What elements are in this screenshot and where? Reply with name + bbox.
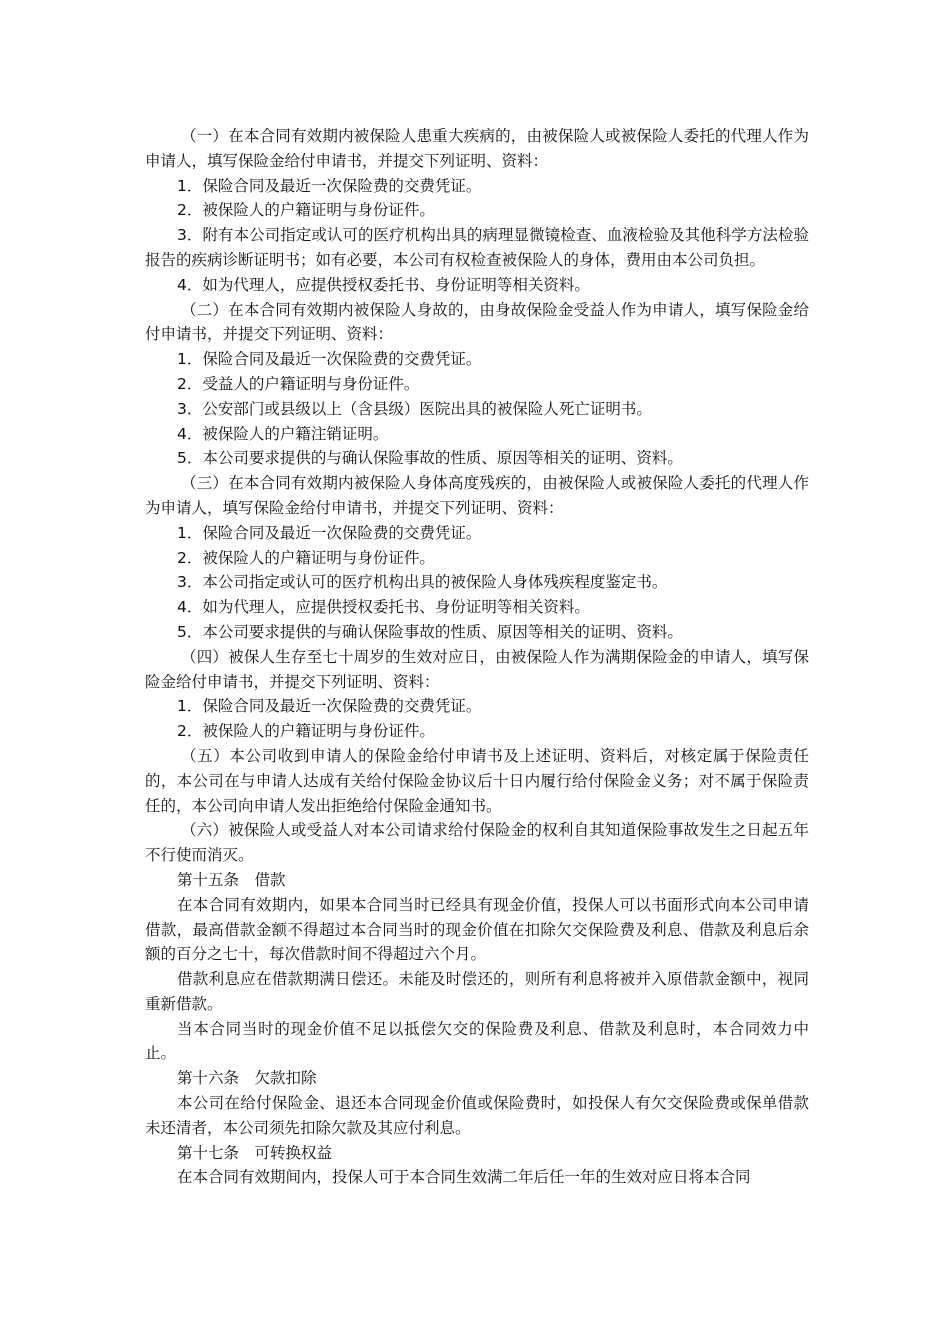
list-item: 4．如为代理人，应提供授权委托书、身份证明等相关资料。	[177, 275, 590, 294]
article-heading-17: 第十七条 可转换权益	[177, 1143, 333, 1162]
paragraph-conversion: 在本合同有效期间内，投保人可于本合同生效满二年后任一年的生效对应日将本合同	[177, 1168, 751, 1187]
paragraph-claim-disability: （三）在本合同有效期内被保险人身体高度残疾的，由被保险人或被保险人委托的代理人作为申请人，填写保险金给付申请书，并提交下列证明、资料：	[145, 474, 809, 517]
paragraph-loan-interest: 借款利息应在借款期满日偿还。未能及时偿还的，则所有利息将被并入原借款金额中，视同重新借款。	[145, 970, 809, 1013]
paragraph-claim-death: （二）在本合同有效期内被保险人身故的，由身故保险金受益人作为申请人，填写保险金给付申请书，并提交下列证明、资料：	[145, 300, 809, 344]
list-item: 1．保险合同及最近一次保险费的交费凭证。	[177, 697, 482, 716]
paragraph-loan: 在本合同有效期内，如果本合同当时已经具有现金价值，投保人可以书面形式向本公司申请借款，最高借款金额不得超过本合同当时的现金价值在扣除欠交保险费及利息、借款及利息后余额的百分之七十，每次借款时间不得超过六个月。	[145, 895, 809, 964]
list-item: 1．保险合同及最近一次保险费的交费凭证。	[177, 176, 482, 195]
article-heading-15: 第十五条 借款	[177, 870, 286, 889]
paragraph-claim-limitation: （六）被保险人或受益人对本公司请求给付保险金的权利自其知道保险事故发生之日起五年不行使而消灭。	[145, 821, 809, 865]
list-item: 4．被保险人的户籍注销证明。	[177, 424, 389, 443]
list-item: 3．公安部门或县级以上（含县级）医院出具的被保险人死亡证明书。	[177, 399, 652, 418]
list-item: 4．如为代理人，应提供授权委托书、身份证明等相关资料。	[177, 598, 590, 617]
paragraph-claim-maturity: （四）被保人生存至七十周岁的生效对应日，由被保险人作为满期保险金的申请人，填写保险金给付申请书，并提交下列证明、资料：	[145, 647, 809, 691]
document-page	[145, 124, 809, 1190]
list-item: 5．本公司要求提供的与确认保险事故的性质、原因等相关的证明、资料。	[177, 449, 683, 468]
paragraph-deduction: 本公司在给付保险金、退还本合同现金价值或保险费时，如投保人有欠交保险费或保单借款未还清者，本公司须先扣除欠款及其应付利息。	[145, 1094, 809, 1137]
list-item: 1．保险合同及最近一次保险费的交费凭证。	[177, 523, 482, 542]
list-item: 2．受益人的户籍证明与身份证件。	[177, 374, 420, 393]
paragraph-claim-processing: （五）本公司收到申请人的保险金给付申请书及上述证明、资料后，对核定属于保险责任的，本公司在与申请人达成有关给付保险金协议后十日内履行给付保险金义务；对不属于保险责任的，本公司向申请人发出拒绝给付保险金通知书。	[145, 746, 809, 815]
list-item: 3．附有本公司指定或认可的医疗机构出具的病理显微镜检查、血液检验及其他科学方法检验报告的疾病诊断证明书；如有必要，本公司有权检查被保险人的身体，费用由本公司负担。	[145, 226, 809, 269]
list-item: 2．被保险人的户籍证明与身份证件。	[177, 201, 435, 220]
list-item: 2．被保险人的户籍证明与身份证件。	[177, 548, 435, 567]
article-heading-16: 第十六条 欠款扣除	[177, 1069, 317, 1088]
list-item: 2．被保险人的户籍证明与身份证件。	[177, 722, 435, 741]
paragraph-claim-critical-illness: （一）在本合同有效期内被保险人患重大疾病的，由被保险人或被保险人委托的代理人作为申请人，填写保险金给付申请书，并提交下列证明、资料：	[145, 127, 809, 170]
list-item: 1．保险合同及最近一次保险费的交费凭证。	[177, 350, 482, 369]
paragraph-loan-suspension: 当本合同当时的现金价值不足以抵偿欠交的保险费及利息、借款及利息时，本合同效力中止。	[145, 1019, 809, 1063]
list-item: 5．本公司要求提供的与确认保险事故的性质、原因等相关的证明、资料。	[177, 622, 683, 641]
list-item: 3．本公司指定或认可的医疗机构出具的被保险人身体残疾程度鉴定书。	[177, 573, 668, 592]
